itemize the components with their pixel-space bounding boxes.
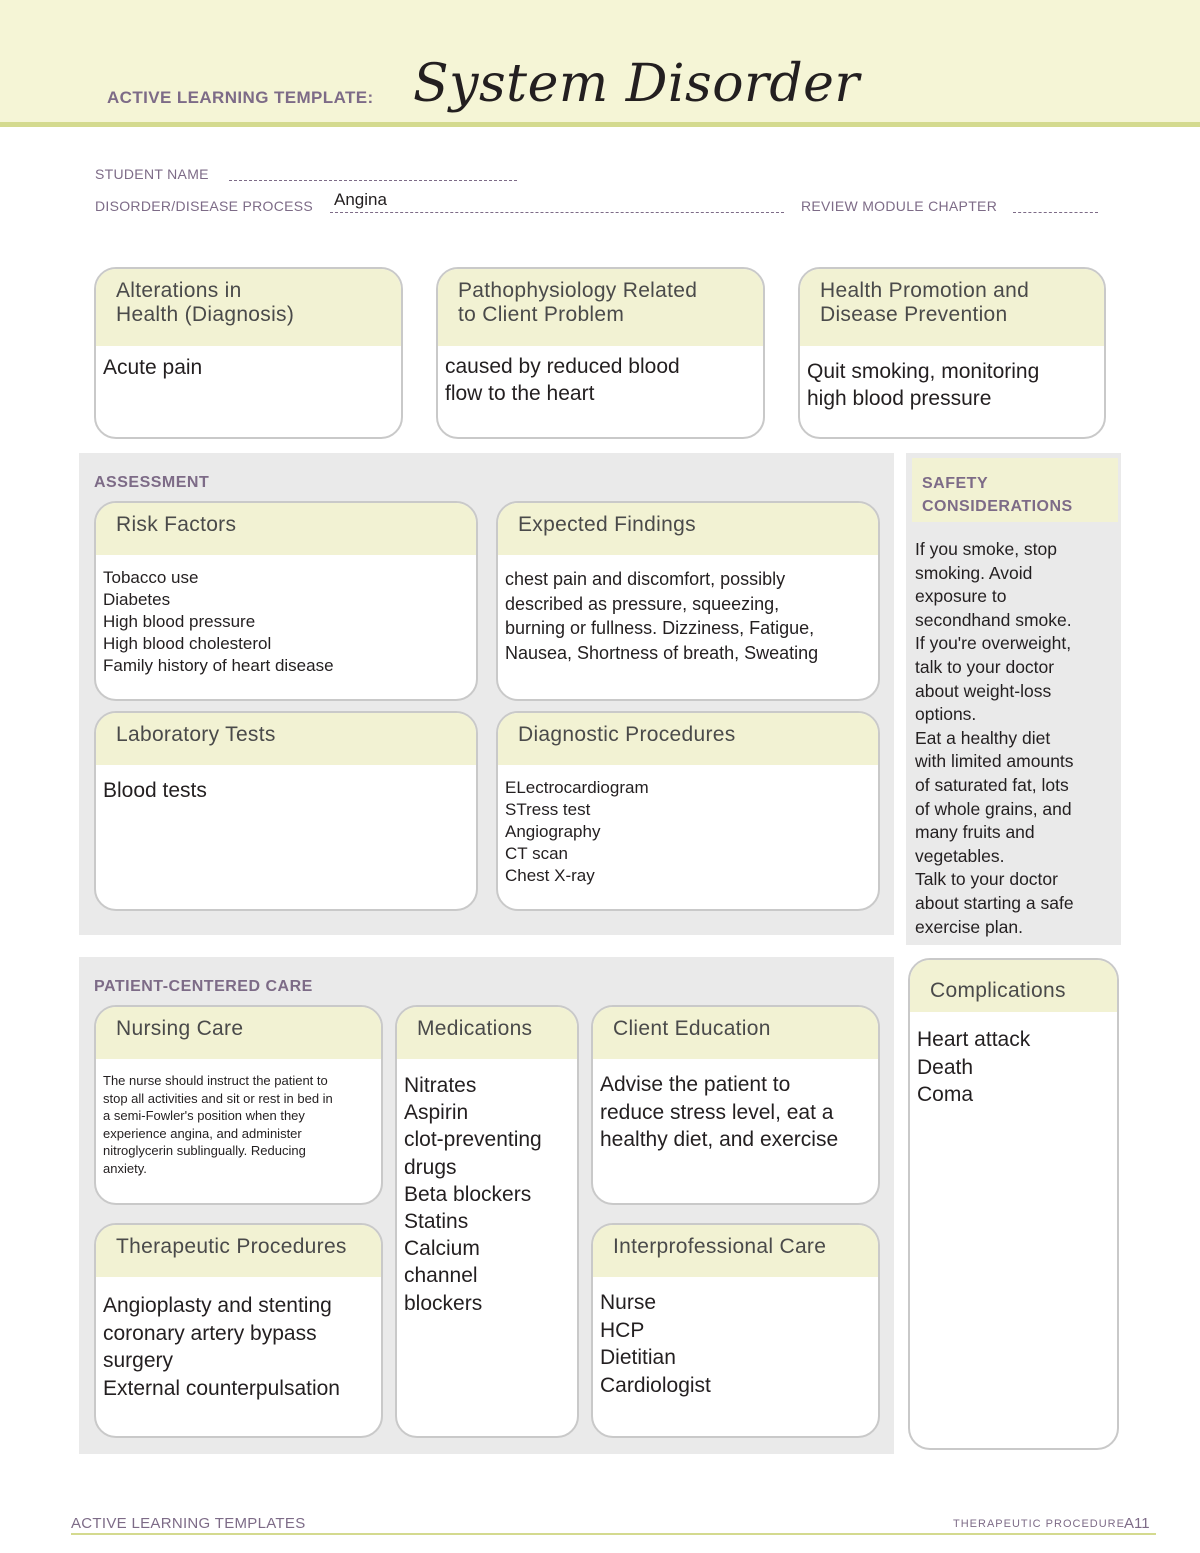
expected-findings-body[interactable]: chest pain and discomfort, possibly described as pressure, squeezing, burning or fullness. Dizziness, Fatigue, Nausea, Shortness of breath, Sweating bbox=[505, 569, 819, 663]
client-education-box bbox=[591, 1005, 880, 1205]
laboratory-tests-box bbox=[94, 711, 478, 911]
diagnostic-procedures-title: Diagnostic Procedures bbox=[498, 713, 878, 765]
footer-rule bbox=[71, 1533, 1156, 1535]
alterations-body[interactable]: Acute pain bbox=[103, 356, 203, 379]
student-name-label: STUDENT NAME bbox=[95, 166, 209, 182]
alterations-box bbox=[94, 267, 403, 439]
nursing-care-body[interactable]: The nurse should instruct the patient to stop all activities and sit or rest in bed in a semi-Fowler's position when they experience angina, and administer nitroglycerin sublingually. Reducing anxiety. bbox=[103, 1073, 333, 1176]
medications-body[interactable]: Nitrates Aspirin clot-preventing drugs Beta blockers Statins Calcium channel blockers bbox=[404, 1074, 542, 1315]
footer-page-number: A11 bbox=[1124, 1515, 1150, 1532]
interprofessional-care-body[interactable]: Nurse HCP Dietitian Cardiologist bbox=[600, 1291, 711, 1397]
risk-factors-title: Risk Factors bbox=[96, 503, 476, 555]
therapeutic-procedures-title: Therapeutic Procedures bbox=[96, 1225, 381, 1277]
review-module-field[interactable] bbox=[1013, 212, 1098, 213]
assessment-title: ASSESSMENT bbox=[94, 474, 210, 491]
safety-title: SAFETY CONSIDERATIONS bbox=[922, 475, 1073, 515]
client-education-body[interactable]: Advise the patient to reduce stress level, eat a healthy diet, and exercise bbox=[600, 1073, 839, 1151]
footer-right: THERAPEUTIC PROCEDURE bbox=[953, 1518, 1125, 1530]
disorder-field[interactable] bbox=[330, 212, 784, 213]
safety-body[interactable]: If you smoke, stop smoking. Avoid exposure to secondhand smoke. If you're overweight, talk to your doctor about weight-loss options. Eat a healthy diet with limited amounts of saturated fat, lots of whole grains, and many fruits and vegetables. Talk to your doctor about starting a safe exercise plan. bbox=[915, 539, 1074, 937]
pathophysiology-box bbox=[436, 267, 765, 439]
health-promotion-body[interactable]: Quit smoking, monitoring high blood pressure bbox=[807, 360, 1040, 410]
nursing-care-title: Nursing Care bbox=[96, 1007, 381, 1059]
footer-left: ACTIVE LEARNING TEMPLATES bbox=[71, 1515, 306, 1532]
expected-findings-title: Expected Findings bbox=[498, 503, 878, 555]
interprofessional-care-box bbox=[591, 1223, 880, 1438]
pathophysiology-title: Pathophysiology Related to Client Problem bbox=[438, 269, 763, 346]
laboratory-tests-body[interactable]: Blood tests bbox=[103, 779, 207, 802]
template-label: ACTIVE LEARNING TEMPLATE: bbox=[107, 88, 374, 107]
complications-body[interactable]: Heart attack Death Coma bbox=[917, 1028, 1031, 1106]
therapeutic-procedures-body[interactable]: Angioplasty and stenting coronary artery bypass surgery External counterpulsation bbox=[103, 1294, 340, 1400]
disorder-value: Angina bbox=[334, 190, 387, 209]
template-title: System Disorder bbox=[413, 54, 860, 114]
interprofessional-care-title: Interprofessional Care bbox=[593, 1225, 878, 1277]
client-education-title: Client Education bbox=[593, 1007, 878, 1059]
medications-title: Medications bbox=[397, 1007, 577, 1059]
header-rule bbox=[0, 122, 1200, 127]
health-promotion-box bbox=[798, 267, 1106, 439]
expected-findings-box bbox=[496, 501, 880, 701]
diagnostic-procedures-body[interactable]: ELectrocardiogram STress test Angiography CT scan Chest X-ray bbox=[505, 778, 649, 885]
patient-centered-care-title: PATIENT-CENTERED CARE bbox=[94, 978, 313, 995]
medications-box bbox=[395, 1005, 579, 1438]
pathophysiology-body[interactable]: caused by reduced blood flow to the heart bbox=[445, 355, 680, 405]
risk-factors-box bbox=[94, 501, 478, 701]
review-module-label: REVIEW MODULE CHAPTER bbox=[801, 198, 998, 214]
therapeutic-procedures-box bbox=[94, 1223, 383, 1438]
complications-title: Complications bbox=[910, 960, 1117, 1012]
risk-factors-body[interactable]: Tobacco use Diabetes High blood pressure High blood cholesterol Family history of heart disease bbox=[103, 568, 334, 675]
nursing-care-box bbox=[94, 1005, 383, 1205]
health-promotion-title: Health Promotion and Disease Prevention bbox=[800, 269, 1104, 346]
disorder-label: DISORDER/DISEASE PROCESS bbox=[95, 198, 314, 214]
student-name-field[interactable] bbox=[229, 180, 517, 181]
complications-box bbox=[908, 958, 1119, 1450]
laboratory-tests-title: Laboratory Tests bbox=[96, 713, 476, 765]
diagnostic-procedures-box bbox=[496, 711, 880, 911]
alterations-title: Alterations in Health (Diagnosis) bbox=[96, 269, 401, 346]
